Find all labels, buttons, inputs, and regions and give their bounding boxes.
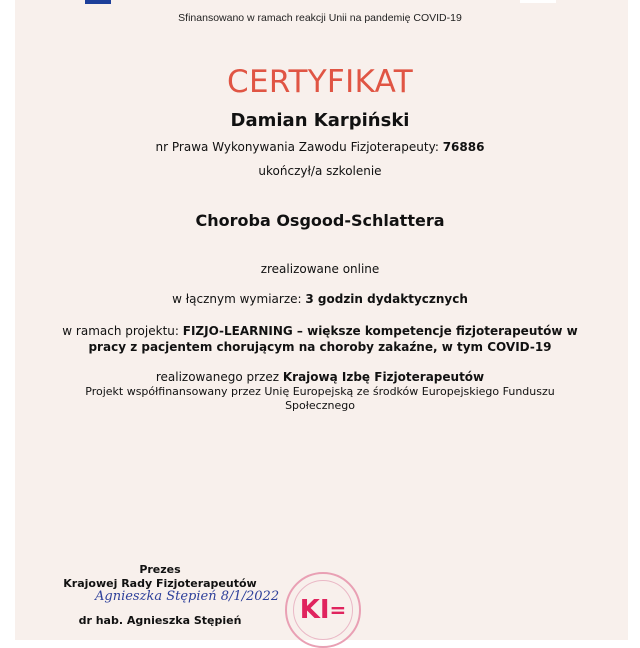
signatory-role: Prezes [139, 563, 181, 576]
license-line [0, 140, 640, 154]
realized-label: realizowanego przez [155, 370, 280, 384]
project-name: FIZJO-LEARNING – większe kompetencje fizjoterapeutów w [182, 324, 578, 338]
course-name: Choroba Osgood-Schlattera [195, 211, 445, 230]
organizer-name: Krajową Izbę Fizjoterapeutów [282, 370, 485, 384]
hours-label: w łącznym wymiarze: [172, 292, 302, 306]
completed-text: ukończył/a szkolenie [258, 164, 382, 178]
kif-logo: KI = [293, 580, 353, 640]
hours-line [0, 292, 640, 306]
project-line [0, 324, 640, 338]
signatory-name: dr hab. Agnieszka Stępień [78, 614, 242, 627]
license-label: nr Prawa Wykonywania Zawodu Fizjoterapeuty: [155, 140, 439, 154]
license-number: 76886 [442, 140, 485, 154]
logo-fragment [520, 0, 556, 3]
mode-text: zrealizowane online [260, 262, 380, 276]
cofinance-text: Projekt współfinansowany przez Unię Europejską ze środków Europejskiego Funduszu [85, 385, 555, 398]
handwritten-signature: Agnieszka Stępień 8/1/2022 [95, 589, 280, 604]
signatory-body: Krajowej Rady Fizjoterapeutów [63, 577, 257, 590]
project-name-cont: pracy z pacjentem chorującym na choroby zakaźne, w tym COVID-19 [88, 340, 552, 354]
organizer-line [0, 370, 640, 384]
eu-flag-logo [85, 0, 111, 4]
funding-note: Sfinansowano w ramach reakcji Unii na pandemię COVID-19 [178, 12, 462, 24]
kif-stamp [285, 572, 361, 648]
hours-value: 3 godzin dydaktycznych [305, 292, 468, 306]
recipient-name: Damian Karpiński [230, 110, 410, 131]
cofinance-text-cont: Społecznego [285, 399, 355, 412]
project-label: w ramach projektu: [62, 324, 179, 338]
certificate-title: CERTYFIKAT [227, 64, 413, 100]
